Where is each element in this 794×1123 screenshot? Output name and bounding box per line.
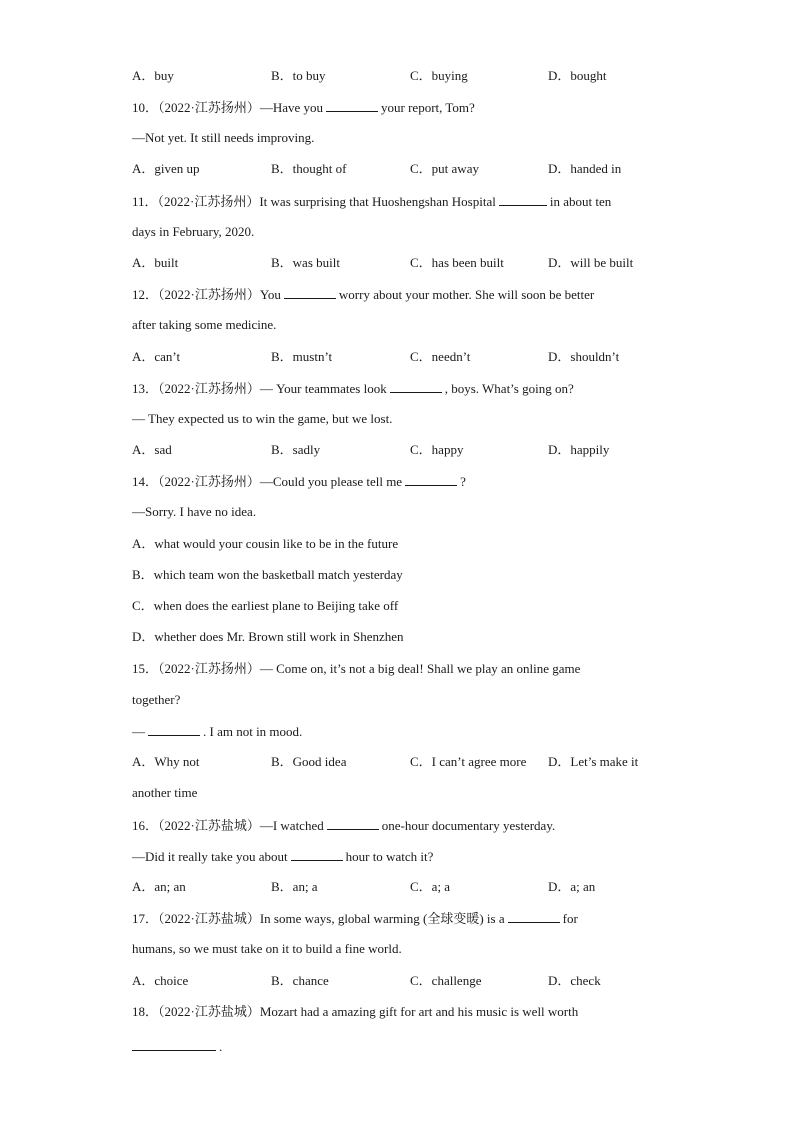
q16-answer-blank-1[interactable]	[327, 817, 379, 830]
q18-stem: 18．（2022·江苏盐城）Mozart had a amazing gift for art and his music is well worth	[132, 1004, 579, 1019]
q16-stem	[132, 817, 555, 834]
q10-stem-prefix: 10．（2022·江苏扬州）—Have you	[132, 100, 324, 115]
q9-option-b[interactable]: B．to buy	[271, 68, 326, 83]
q12-option-b[interactable]: B．mustn’t	[271, 349, 333, 364]
q13-reply: — They expected us to win the game, but we lost.	[132, 411, 393, 426]
q16-stem-suffix: one-hour documentary yesterday.	[381, 818, 556, 833]
q12-stem	[132, 286, 594, 303]
q9-option-d[interactable]: D．bought	[548, 68, 607, 83]
q13-option-d[interactable]: D．happily	[548, 442, 610, 457]
q15-answer-blank[interactable]	[148, 723, 200, 736]
q18-stem-suffix: .	[219, 1039, 223, 1054]
q18-stem-continued	[132, 1038, 222, 1055]
q15-stem: 15．（2022·江苏扬州）— Come on, it’s not a big deal! Shall we play an online game	[132, 661, 581, 676]
q17-answer-blank[interactable]	[508, 910, 560, 923]
q15-option-d[interactable]: D．Let’s make it	[548, 754, 639, 769]
q14-answer-blank[interactable]	[405, 473, 457, 486]
q15-option-b[interactable]: B．Good idea	[271, 754, 347, 769]
q16-reply-suffix: hour to watch it?	[345, 849, 434, 864]
q14-option-b[interactable]: B．which team won the basketball match yesterday	[132, 567, 403, 582]
q13-stem	[132, 380, 574, 397]
q15-stem-continued: together?	[132, 692, 181, 707]
q17-stem-continued: humans, so we must take on it to build a fine world.	[132, 941, 402, 956]
q11-option-b[interactable]: B．was built	[271, 255, 340, 270]
q15-option-c[interactable]: C．I can’t agree more	[410, 754, 527, 769]
q15-reply-prefix: —	[132, 724, 145, 739]
q13-option-b[interactable]: B．sadly	[271, 442, 321, 457]
q15-reply	[132, 723, 302, 740]
q17-stem-suffix: for	[562, 911, 578, 926]
q14-option-a[interactable]: A．what would your cousin like to be in the future	[132, 536, 399, 551]
q14-option-c[interactable]: C．when does the earliest plane to Beijing take off	[132, 598, 399, 613]
q14-stem-suffix: ?	[460, 474, 466, 489]
q10-stem-suffix: your report, Tom?	[381, 100, 475, 115]
q12-stem-prefix: 12．（2022·江苏扬州）You	[132, 287, 281, 302]
q11-stem-prefix: 11．（2022·江苏扬州）It was surprising that Huoshengshan Hospital	[132, 194, 496, 209]
q16-option-d[interactable]: D．a; an	[548, 879, 596, 894]
q15-option-d-continued[interactable]: another time	[132, 785, 198, 800]
q12-answer-blank[interactable]	[284, 286, 336, 299]
q16-option-b[interactable]: B．an; a	[271, 879, 318, 894]
q12-stem-suffix: worry about your mother. She will soon be better	[338, 287, 595, 302]
q12-option-a[interactable]: A．can’t	[132, 349, 181, 364]
q17-option-b[interactable]: B．chance	[271, 973, 329, 988]
q18-answer-blank[interactable]	[132, 1038, 216, 1051]
q12-option-d[interactable]: D．shouldn’t	[548, 349, 620, 364]
q16-stem-prefix: 16．（2022·江苏盐城）—I watched	[132, 818, 324, 833]
q11-stem-suffix: in about ten	[549, 194, 612, 209]
q13-option-a[interactable]: A．sad	[132, 442, 172, 457]
q15-reply-suffix: . I am not in mood.	[203, 724, 303, 739]
q9-option-a[interactable]: A．buy	[132, 68, 174, 83]
q15-option-a[interactable]: A．Why not	[132, 754, 200, 769]
q10-option-b[interactable]: B．thought of	[271, 161, 347, 176]
q11-option-c[interactable]: C．has been built	[410, 255, 504, 270]
q16-answer-blank-2[interactable]	[291, 848, 343, 861]
q16-reply	[132, 848, 433, 865]
q17-stem-prefix: 17．（2022·江苏盐城）In some ways, global warming (全球变暖) is a	[132, 911, 505, 926]
q10-stem	[132, 99, 475, 116]
q12-stem-continued: after taking some medicine.	[132, 317, 277, 332]
q9-option-c[interactable]: C．buying	[410, 68, 468, 83]
q17-option-a[interactable]: A．choice	[132, 973, 189, 988]
q10-option-c[interactable]: C．put away	[410, 161, 479, 176]
q13-stem-prefix: 13．（2022·江苏扬州）— Your teammates look	[132, 381, 387, 396]
q10-answer-blank[interactable]	[326, 99, 378, 112]
q17-option-c[interactable]: C．challenge	[410, 973, 482, 988]
q14-stem-prefix: 14．（2022·江苏扬州）—Could you please tell me	[132, 474, 403, 489]
q16-option-c[interactable]: C．a; a	[410, 879, 451, 894]
q13-option-c[interactable]: C．happy	[410, 442, 464, 457]
q10-option-a[interactable]: A．given up	[132, 161, 200, 176]
q14-reply: —Sorry. I have no idea.	[132, 504, 257, 519]
q10-reply: —Not yet. It still needs improving.	[132, 130, 315, 145]
q14-stem	[132, 473, 466, 490]
q13-stem-suffix: , boys. What’s going on?	[444, 381, 574, 396]
q10-option-d[interactable]: D．handed in	[548, 161, 622, 176]
q12-option-c[interactable]: C．needn’t	[410, 349, 471, 364]
q11-answer-blank[interactable]	[499, 193, 547, 206]
q11-stem	[132, 193, 611, 210]
q13-answer-blank[interactable]	[390, 380, 442, 393]
q16-reply-prefix: —Did it really take you about	[132, 849, 288, 864]
q11-option-a[interactable]: A．built	[132, 255, 179, 270]
q11-stem-continued: days in February, 2020.	[132, 224, 255, 239]
q17-option-d[interactable]: D．check	[548, 973, 601, 988]
q11-option-d[interactable]: D．will be built	[548, 255, 634, 270]
q16-option-a[interactable]: A．an; an	[132, 879, 186, 894]
q17-stem	[132, 910, 578, 927]
q14-option-d[interactable]: D．whether does Mr. Brown still work in Shenzhen	[132, 629, 404, 644]
